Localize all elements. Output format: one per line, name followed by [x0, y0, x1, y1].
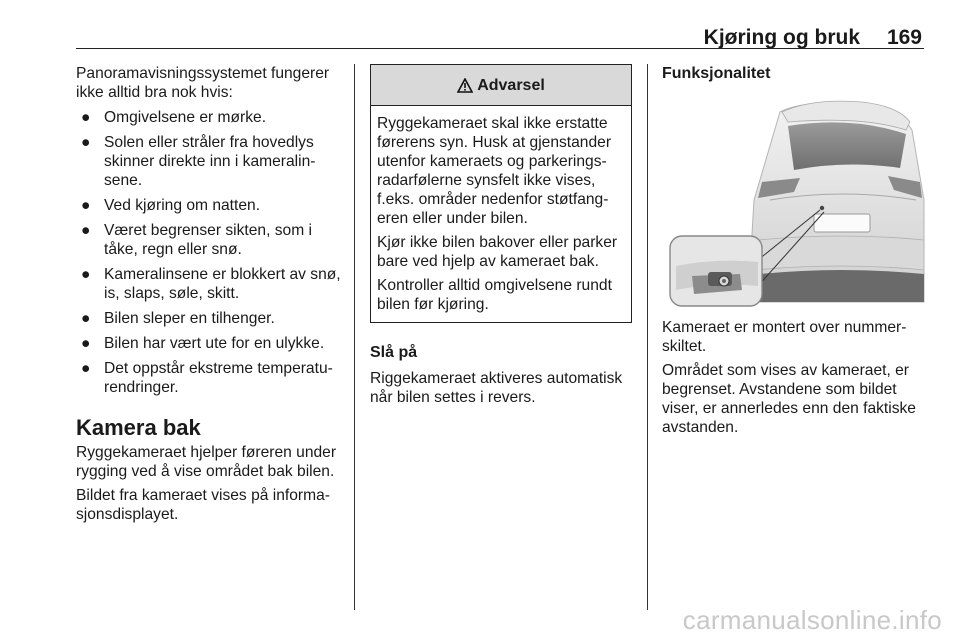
column-right [662, 64, 926, 437]
paragraph: Ryggekameraet hjelper føreren under rygging ved å vise området bak bilen. [76, 444, 337, 480]
header-rule [76, 48, 924, 49]
watermark: carmanualsonline.info [682, 605, 942, 635]
warning-header [371, 65, 631, 106]
list-item-text: Bilen sleper en tilhenger. [104, 310, 275, 327]
warning-triangle-icon [457, 78, 473, 93]
list-item-text: Ved kjøring om natten. [104, 197, 261, 214]
list-item [76, 265, 348, 303]
list-item [76, 221, 348, 259]
list-item [76, 334, 348, 353]
list-item [76, 309, 348, 328]
list-item-text: Kameralinsene er blokkert av snø, is, slaps, søle, skitt. [104, 266, 341, 302]
list-item-text: Været begrenser sikten, som i tåke, regn eller snø. [104, 222, 313, 258]
bullet-icon: ● [81, 360, 91, 377]
intro-text: Panoramavisningssystemet fungerer ikke alltid bra nok hvis: [76, 65, 330, 101]
list-item-text: Omgivelsene er mørke. [104, 109, 267, 126]
column-left [76, 64, 348, 524]
list-item [76, 133, 348, 190]
warning-body [371, 106, 631, 322]
section-title: Kamera bak [76, 415, 201, 440]
column-divider [354, 64, 355, 610]
list-item [76, 196, 348, 215]
bullet-icon: ● [81, 222, 91, 239]
list-item [76, 359, 348, 397]
header-title: Kjøring og bruk [703, 26, 860, 49]
warning-paragraph: Kjør ikke bilen bakover eller parker bare ved hjelp av kameraet bak. [377, 234, 618, 270]
list-item-text: Bilen har vært ute for en ulykke. [104, 335, 325, 352]
paragraph: Kameraet er montert over nummerskiltet. [662, 319, 907, 355]
page-header [0, 0, 960, 52]
bullet-icon: ● [81, 335, 91, 352]
warning-paragraph: Ryggekameraet skal ikke erstatte førerens syn. Husk at gjenstander utenfor kameraets og parkeringsradarfølerne synsfelt ikke vises, f.eks. områder nedenfor støtfangeren eller under bilen. [377, 115, 612, 227]
subheading: Slå på [370, 344, 418, 361]
bullet-icon: ● [81, 266, 91, 283]
list-item-text: Solen eller stråler fra hovedlys skinner direkte inn i kameralinsene. [104, 134, 316, 189]
bullet-icon: ● [81, 134, 91, 151]
paragraph: Riggekameraet aktiveres automatisk når bilen settes i revers. [370, 370, 623, 406]
column-divider [647, 64, 648, 610]
rear-camera-illustration [662, 90, 926, 308]
paragraph: Bildet fra kameraet vises på informasjonsdisplayet. [76, 487, 330, 523]
list-item [76, 108, 348, 127]
bullet-icon: ● [81, 109, 91, 126]
list-item-text: Det oppstår ekstreme temperaturendringer. [104, 360, 333, 396]
page-number: 169 [886, 26, 922, 49]
warning-paragraph: Kontroller alltid omgivelsene rundt bilen før kjøring. [377, 277, 612, 313]
paragraph: Området som vises av kameraet, er begrenset. Avstandene som bildet viser, er annerledes enn den faktiske avstanden. [662, 362, 916, 436]
bullet-list [76, 108, 348, 397]
bullet-icon: ● [81, 310, 91, 327]
bullet-icon: ● [81, 197, 91, 214]
column-middle [370, 64, 632, 407]
warning-box [370, 64, 632, 323]
warning-title: Advarsel [477, 76, 545, 94]
section-heading: Funksjonalitet [662, 65, 771, 82]
